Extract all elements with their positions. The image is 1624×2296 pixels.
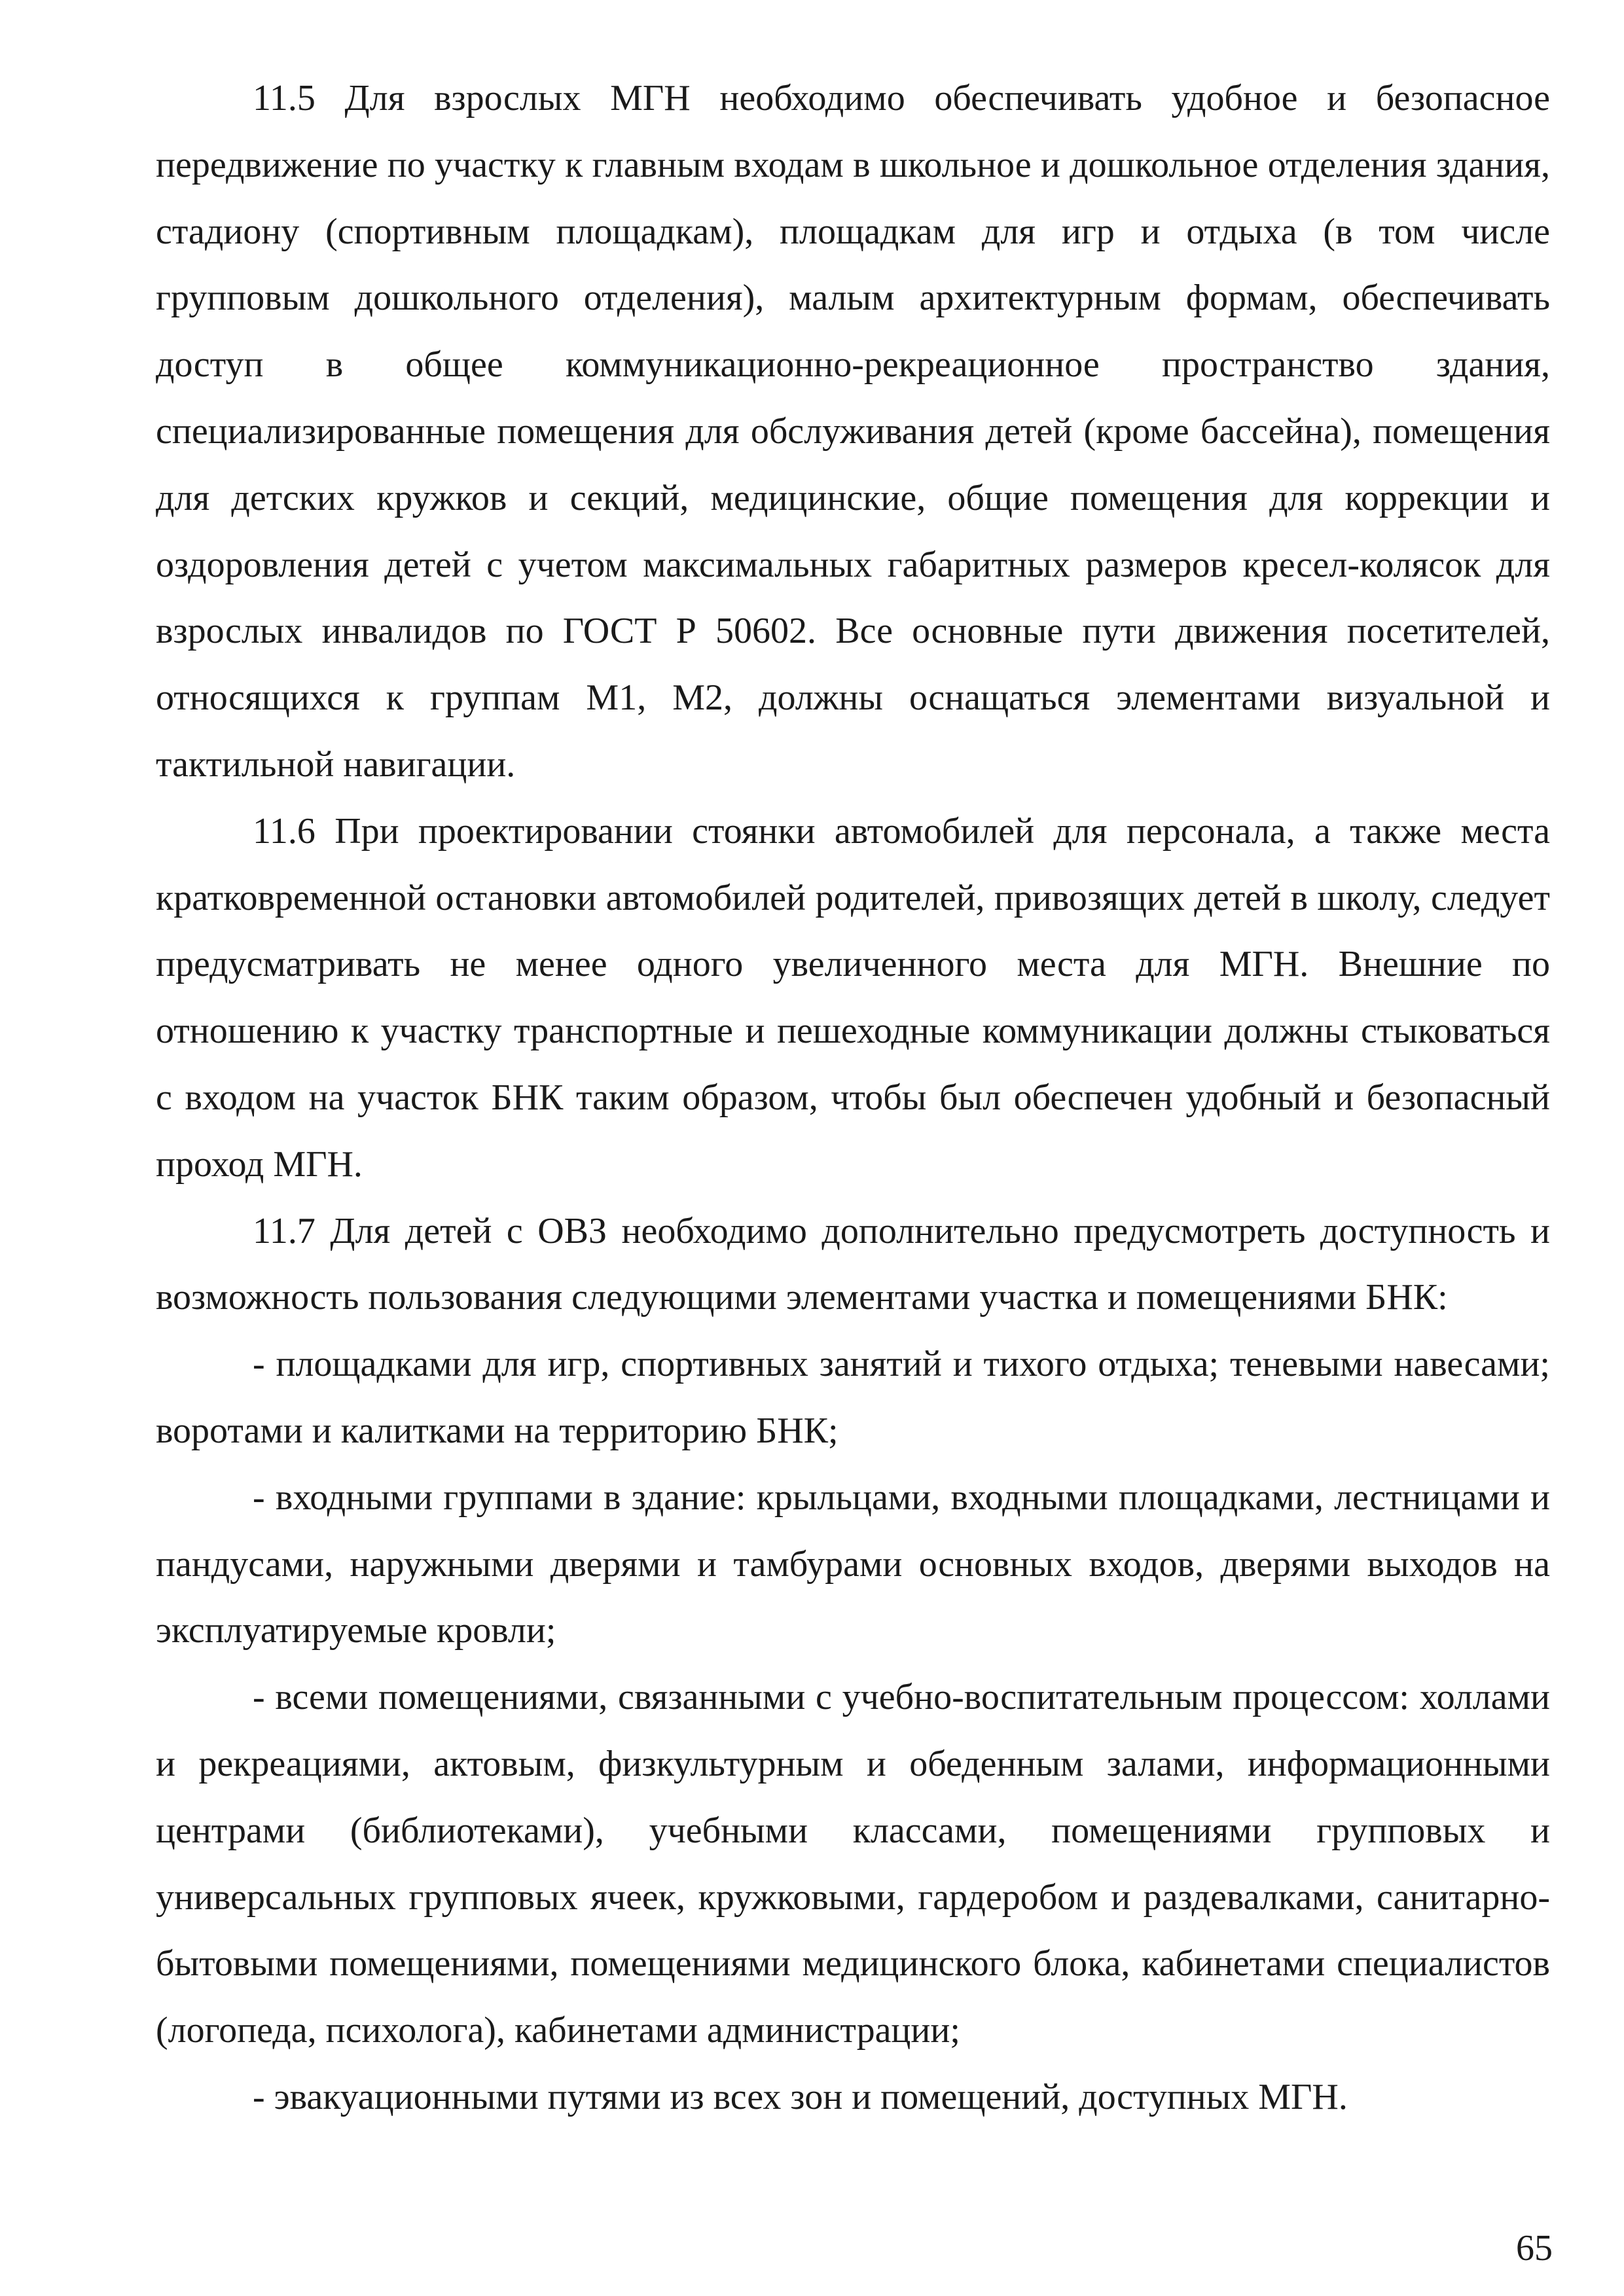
paragraph-11-6: 11.6 При проектировании стоянки автомобилей для персонала, а также места кратковременной остановки автомобилей родителей, привозящих детей в школу, следует предусматривать не менее одного увеличенного места для МГН. Внешние по отношению к участку транспортные и пешеходные коммуникации должны стыковаться с входом на участок БНК таким образом, чтобы был обеспечен удобный и безопасный проход МГН. xyxy=(156,810,1550,1185)
list-item-playgrounds: - площадками для игр, спортивных занятий и тихого отдыха; теневыми навесами; воротами и калитками на территорию БНК; xyxy=(156,1344,1550,1451)
list-item-entrance-groups: - входными группами в здание: крыльцами, входными площадками, лестницами и пандусами, наружными дверями и тамбурами основных входов, дверями выходов на эксплуатируемые кровли; xyxy=(156,1477,1550,1651)
paragraph-11-7: 11.7 Для детей с ОВЗ необходимо дополнительно предусмотреть доступность и возможность пользования следующими элементами участка и помещениями БНК: xyxy=(156,1210,1550,1318)
list-item-evacuation-routes: - эвакуационными путями из всех зон и помещений, доступных МГН. xyxy=(253,2076,1348,2117)
list-item-educational-rooms: - всеми помещениями, связанными с учебно-воспитательным процессом: холлами и рекреациями, актовым, физкультурным и обеденным залами, информационными центрами (библиотеками), учебными классами, помещениями групповых и универсальных групповых ячеек, кружковыми, гардеробом и раздевалками, санитарно-бытовыми помещениями, помещениями медицинского блока, кабинетами специалистов (логопеда, психолога), кабинетами администрации; xyxy=(156,1677,1550,2051)
document-body xyxy=(156,65,1550,2131)
paragraph-11-5: 11.5 Для взрослых МГН необходимо обеспечивать удобное и безопасное передвижение по участку к главным входам в школьное и дошкольное отделения здания, стадиону (спортивным площадкам), площадкам для игр и отдыха (в том числе групповым дошкольного отделения), малым архитектурным формам, обеспечивать доступ в общее коммуникационно-рекреационное пространство здания, специализированные помещения для обслуживания детей (кроме бассейна), помещения для детских кружков и секций, медицинские, общие помещения для коррекции и оздоровления детей с учетом максимальных габаритных размеров кресел-колясок для взрослых инвалидов по ГОСТ Р 50602. Все основные пути движения посетителей, относящихся к группам М1, М2, должны оснащаться элементами визуальной и тактильной навигации. xyxy=(156,78,1550,785)
page-number: 65 xyxy=(1516,2228,1553,2269)
